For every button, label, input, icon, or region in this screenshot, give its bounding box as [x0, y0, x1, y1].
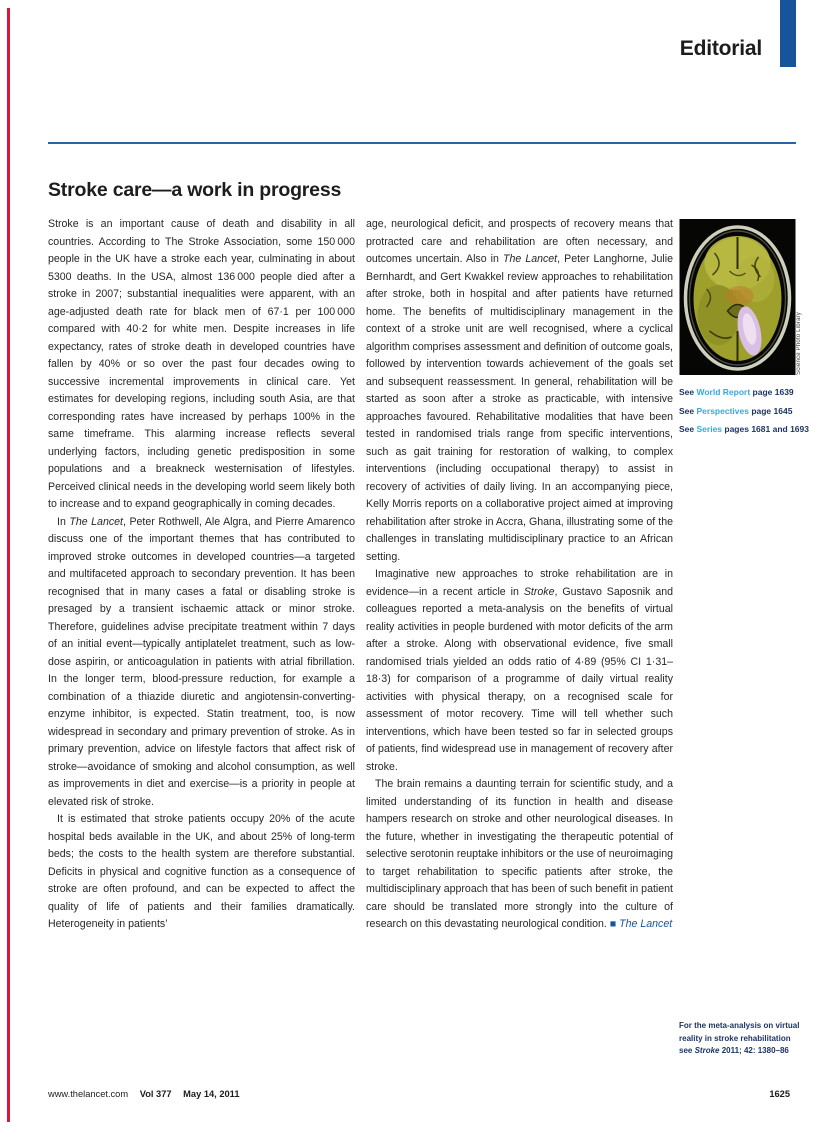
text-segment: The Lancet: [503, 253, 558, 265]
section-label: Editorial: [679, 37, 762, 60]
text-segment: It is estimated that stroke patients occupy 20% of the acute hospital beds available in the UK, and about 25% of long-term beds; the costs to the health system are therefore substantial. Deficits in physical and cognitive function as a consequence of stroke are often profound, and can be expected to affect the quality of life of patients and their families dramatically. Heterogeneity in patients’: [48, 813, 355, 930]
text-segment: The Lancet: [69, 515, 123, 528]
link-prefix[interactable]: See: [679, 387, 697, 397]
article-paragraph: [48, 811, 355, 934]
article-paragraph: [366, 776, 673, 934]
article-body: [48, 216, 673, 934]
text-segment: 2011; 42: 1380–86: [719, 1046, 789, 1055]
footer-site-url[interactable]: www.thelancet.com: [48, 1089, 129, 1099]
text-segment: Stroke: [694, 1046, 720, 1055]
link-suffix[interactable]: page 1645: [748, 405, 793, 416]
link-target[interactable]: Perspectives: [696, 405, 749, 416]
text-segment: , Gustavo Saposnik and colleagues reported a meta-analysis on the benefits of virtual reality activities in people burdened with motor deficits of the arm after a stroke. Along with observational evidence, five small randomised trials yielded an odds ratio of 4·89 (95% CI 1·31–18·3) for comparison of a programme of daily virtual reality activities with physical therapy, on a recognised scale for assessment of motor recovery. Time will tell whether such interventions, which have been tested so far in selected groups of patients, find widespread use in management of recovery after stroke.: [366, 585, 673, 773]
journal-signature: The Lancet: [619, 918, 673, 930]
footer-date: May 14, 2011: [183, 1089, 240, 1099]
article-paragraph: [48, 514, 355, 812]
text-column-left: [48, 216, 355, 934]
text-segment: Stroke is an important cause of death and disability in all countries. According to The Stroke Association, some 150 000 people in the UK have a stroke each year, culminating in about 5300 deaths. In the USA, almost 136 000 people died after a stroke in 2007; substantial inequalities were apparent, with an age-adjusted death rate for black men of 67·1 per 100 000 compared with 40·2 for white men. Despite increases in life expectancy, rates of stroke death in developed countries have fallen by 40% or so over the past four decades owing to successive incremental improvements in clinical care. Yet estimates for developing regions, including south Asia, are that corresponding rates have increased by perhaps 100% in the same timeframe. This alarming increase reflects several underlying factors, including genetic predisposition in some populations and a breakneck westernisation of lifestyles. Perceived clinical needs in the developing world seem likely both to increase and to expand geographically in coming decades.: [48, 218, 355, 510]
text-segment: , Peter Langhorne, Julie Bernhardt, and Gert Kwakkel review approaches to rehabilitation after stroke, both in hospital and after patients have returned home. The benefits of multidisciplinary management in the context of a stroke unit are well recognised, where a cyclical algorithm comprises assessment and definition of outcome goals, followed by intervention towards achievement of the goals set and subsequent reassessment. In general, rehabilitation will be started as soon after a stroke as practicable, with intensive approaches favoured. Rehabilitative modalities that have been tested in randomised trials range from specific interventions, such as gait training for restoration of walking, to complex interventions (including occupational therapy) to assist in recovery of activities of daily living. In an accompanying piece, Kelly Morris reports on a collaborative project aimed at improving rehabilitation after stroke in Accra, Ghana, illustrating some of the challenges in translating multidisciplinary practice to an African setting.: [366, 253, 673, 563]
page-title: Stroke care—a work in progress: [48, 179, 342, 202]
sidebar-links: [679, 383, 814, 439]
cross-reference-link[interactable]: [679, 402, 814, 421]
text-segment: The brain remains a daunting terrain for scientific study, and a limited understanding of its function in health and disease hampers research on stroke and other neurological diseases. In the future, whether in investigating the therapeutic potential of selective serotonin reuptake inhibitors or the use of neuroimaging to target rehabilitation to specific patients after stroke, the multidisciplinary approach that has been of such benefit in patient care should be translated more strongly into the culture of research on this devastating neurological condition.: [366, 778, 673, 930]
link-suffix[interactable]: page 1639: [750, 387, 794, 397]
left-accent-bar: [7, 8, 10, 1122]
text-segment: Stroke: [523, 585, 555, 598]
text-segment: In: [57, 515, 70, 528]
text-column-right: [366, 216, 673, 934]
brain-mri-scan-image: [679, 219, 796, 375]
header-rule: [48, 142, 796, 144]
section-tab-bar: [780, 0, 796, 67]
link-prefix[interactable]: See: [679, 405, 697, 416]
link-target[interactable]: Series: [696, 424, 723, 434]
footer: [48, 1089, 240, 1099]
link-prefix[interactable]: See: [679, 424, 697, 434]
text-segment: , Peter Rothwell, Ale Algra, and Pierre Amarenco discuss one of the important themes that has contributed to improved stroke outcomes in developed countries—a targeted and multifaceted approach to secondary prevention. It has been recognised that in many cases a fatal or disabling stroke is presaged by a transient ischaemic attack or minor stroke. Therefore, guidelines advise precipitate treatment within 7 days of an initial event—typically antiplatelet treatment, such as low-dose aspirin, or anticoagulation in patients with atrial fibrillation. In the longer term, blood-pressure reduction, for example a combination of a thiazide diuretic and angiotensin-converting-enzyme inhibitor, is expected. Statin treatment, too, is now widespread in secondary and primary prevention of stroke. As in primary prevention, advice on lifestyle factors that affect risk of stroke—avoidance of smoking and alcohol consumption, as well as improvements in diet and exercise—is a priority in people at elevated risk of stroke.: [48, 515, 355, 808]
article-paragraph: [48, 216, 355, 514]
article-paragraph: [366, 216, 673, 566]
text-segment: For the meta-analysis on virtual reality in stroke rehabilitation see: [679, 1021, 800, 1055]
text-segment: age, neurological deficit, and prospects of recovery means that protracted care and rehabilitation are often necessary, and outcomes uncertain. Also in: [366, 218, 673, 265]
link-suffix[interactable]: pages 1681 and 1693: [722, 424, 809, 434]
cross-reference-link[interactable]: [679, 420, 814, 439]
link-target[interactable]: World Report: [696, 387, 751, 397]
image-credit: Science Photo Library: [796, 312, 802, 375]
article-paragraph: [366, 566, 673, 776]
text-segment: Imaginative new approaches to stroke rehabilitation are in evidence—in a recent article in: [366, 568, 673, 598]
page-number: 1625: [769, 1089, 790, 1099]
sidebar-citation-note: [679, 1020, 805, 1058]
cross-reference-link[interactable]: [679, 383, 814, 402]
footer-volume: Vol 377: [139, 1089, 172, 1099]
journal-signature: ■: [609, 918, 620, 930]
